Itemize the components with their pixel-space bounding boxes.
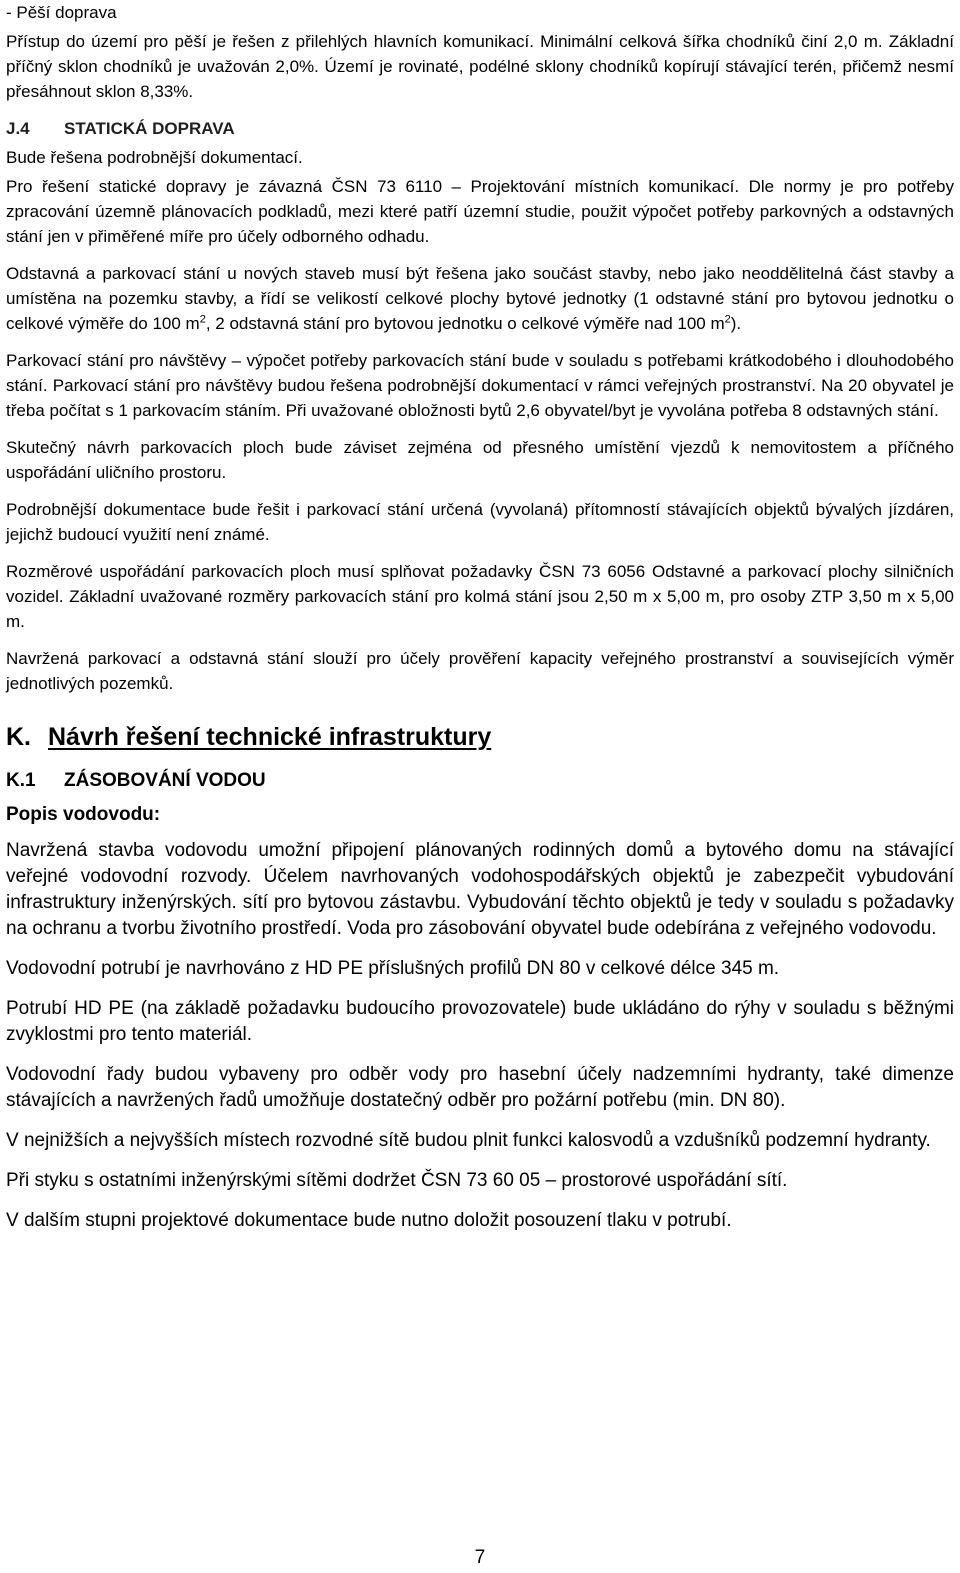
staticka-paragraph-7: Rozměrové uspořádání parkovacích ploch musí splňovat požadavky ČSN 73 6056 Odstavné a parkovací plochy silničních vozidel. Základní uvažované rozměry parkovacích stání pro kolmá stání jsou 2,50 m x 5,00 m, pro osoby ZTP 3,50 m x 5,00 m.	[6, 562, 954, 631]
heading-k-title: Návrh řešení technické infrastruktury	[48, 723, 492, 751]
vodovod-paragraph-1: Navržená stavba vodovodu umožní připojení plánovaných rodinných domů a bytového domu na stávající veřejné vodovodní rozvody. Účelem navrhovaných vodohospodářských objektů je zabezpečit vybudování infrastruktury inženýrských. sítí pro bytovou zástavbu. Vybudování těchto objektů je tedy v souladu s požadavky na ochranu a tvorbu životního prostředí. Voda pro zásobování obyvatel bude odebírána z veřejného vodovodu.	[6, 840, 954, 939]
superscript-2: 2	[724, 313, 731, 326]
vodovod-paragraph-4: Vodovodní řady budou vybaveny pro odběr vody pro hasební účely nadzemními hydranty, také dimenze stávajících a navržených řadů umožňuje dostatečný odběr pro požární potřebu (min. DN 80).	[6, 1064, 954, 1111]
vodovod-paragraph-5: V nejnižších a nejvyšších místech rozvodné sítě budou plnit funkci kalosvodů a vzdušníků podzemní hydranty.	[6, 1130, 931, 1151]
pesi-doprava-label: - Pěší doprava	[6, 3, 117, 22]
heading-k1-title: ZÁSOBOVÁNÍ VODOU	[64, 770, 266, 791]
heading-zasobovani-vodou	[6, 768, 954, 794]
staticka-paragraph-2: Pro řešení statické dopravy je závazná ČSN 73 6110 – Projektování místních komunikací. Dle normy je pro potřeby zpracování územně plánovacích podkladů, mezi které patří územní studie, použit výpočet potřeby parkovných a odstavných stání jen v přiměřené míře pro účely odborného odhadu.	[6, 177, 954, 246]
section-vodovod	[6, 838, 954, 1234]
section-pesi-doprava	[6, 0, 954, 696]
pesi-doprava-paragraph: Přístup do území pro pěší je řešen z přilehlých hlavních komunikací. Minimální celková šířka chodníků činí 2,0 m. Základní příčný sklon chodníků je uvažován 2,0%. Území je rovinaté, podélné sklony chodníků kopírují stávající terén, přičemž nesmí přesáhnout sklon 8,33%.	[6, 32, 954, 101]
heading-popis-vodovodu: Popis vodovodu:	[6, 804, 161, 825]
staticka-paragraph-6: Podrobnější dokumentace bude řešit i parkovací stání určená (vyvolaná) přítomností stávajících objektů bývalých jízdáren, jejichž budoucí využití není známé.	[6, 500, 954, 544]
staticka-paragraph-4: Parkovací stání pro návštěvy – výpočet potřeby parkovacích stání bude v souladu s potřebami krátkodobého i dlouhodobého stání. Parkovací stání pro návštěvy budou řešena podrobnější dokumentací v rámci veřejných prostranství. Na 20 obyvatel je třeba počítat s 1 parkovacím stáním. Při uvažované obložnosti bytů 2,6 obyvatel/byt je vyvolána potřeba 8 odstavných stání.	[6, 351, 954, 420]
heading-j4-title: STATICKÁ DOPRAVA	[64, 119, 235, 138]
superscript-2: 2	[199, 313, 206, 326]
heading-technicka-infrastruktura	[6, 720, 954, 754]
staticka-p3-part3: ).	[730, 314, 742, 333]
vodovod-paragraph-2: Vodovodní potrubí je navrhováno z HD PE příslušných profilů DN 80 v celkové délce 345 m.	[6, 958, 780, 979]
staticka-paragraph-5: Skutečný návrh parkovacích ploch bude záviset zejména od přesného umístění vjezdů k nemovitostem a příčného uspořádání uličního prostoru.	[6, 438, 954, 482]
staticka-paragraph-3	[6, 261, 954, 336]
staticka-paragraph-8: Navržená parkovací a odstavná stání slouží pro účely prověření kapacity veřejného prostranství a souvisejících výměr jednotlivých pozemků.	[6, 649, 954, 693]
heading-k-number: K.	[6, 723, 31, 751]
vodovod-paragraph-3: Potrubí HD PE (na základě požadavku budoucího provozovatele) bude ukládáno do rýhy v souladu s běžnými zvyklostmi pro tento materiál.	[6, 998, 954, 1045]
vodovod-paragraph-7: V dalším stupni projektové dokumentace bude nutno doložit posouzení tlaku v potrubí.	[6, 1210, 732, 1231]
staticka-paragraph-1: Bude řešena podrobnější dokumentací.	[6, 148, 303, 167]
vodovod-paragraph-6: Při styku s ostatními inženýrskými sítěmi dodržet ČSN 73 60 05 – prostorové uspořádání sítí.	[6, 1170, 788, 1191]
heading-k1-number: K.1	[6, 770, 36, 791]
document-page	[6, 0, 954, 1248]
staticka-p3-part1: Odstavná a parkovací stání u nových staveb musí být řešena jako součást stavby, nebo jako neoddělitelná část stavby a umístěna na pozemku stavby, a řídí se velikostí celkové plochy bytové jednotky (1 odstavné stání pro bytovou jednotku o celkové výměře do 100 m	[6, 264, 954, 333]
staticka-p3-part2: , 2 odstavná stání pro bytovou jednotku o celkové výměře nad 100 m	[205, 314, 725, 333]
heading-staticka-doprava	[6, 116, 954, 141]
page-number: 7	[474, 1547, 486, 1568]
heading-j4-number: J.4	[6, 119, 30, 138]
